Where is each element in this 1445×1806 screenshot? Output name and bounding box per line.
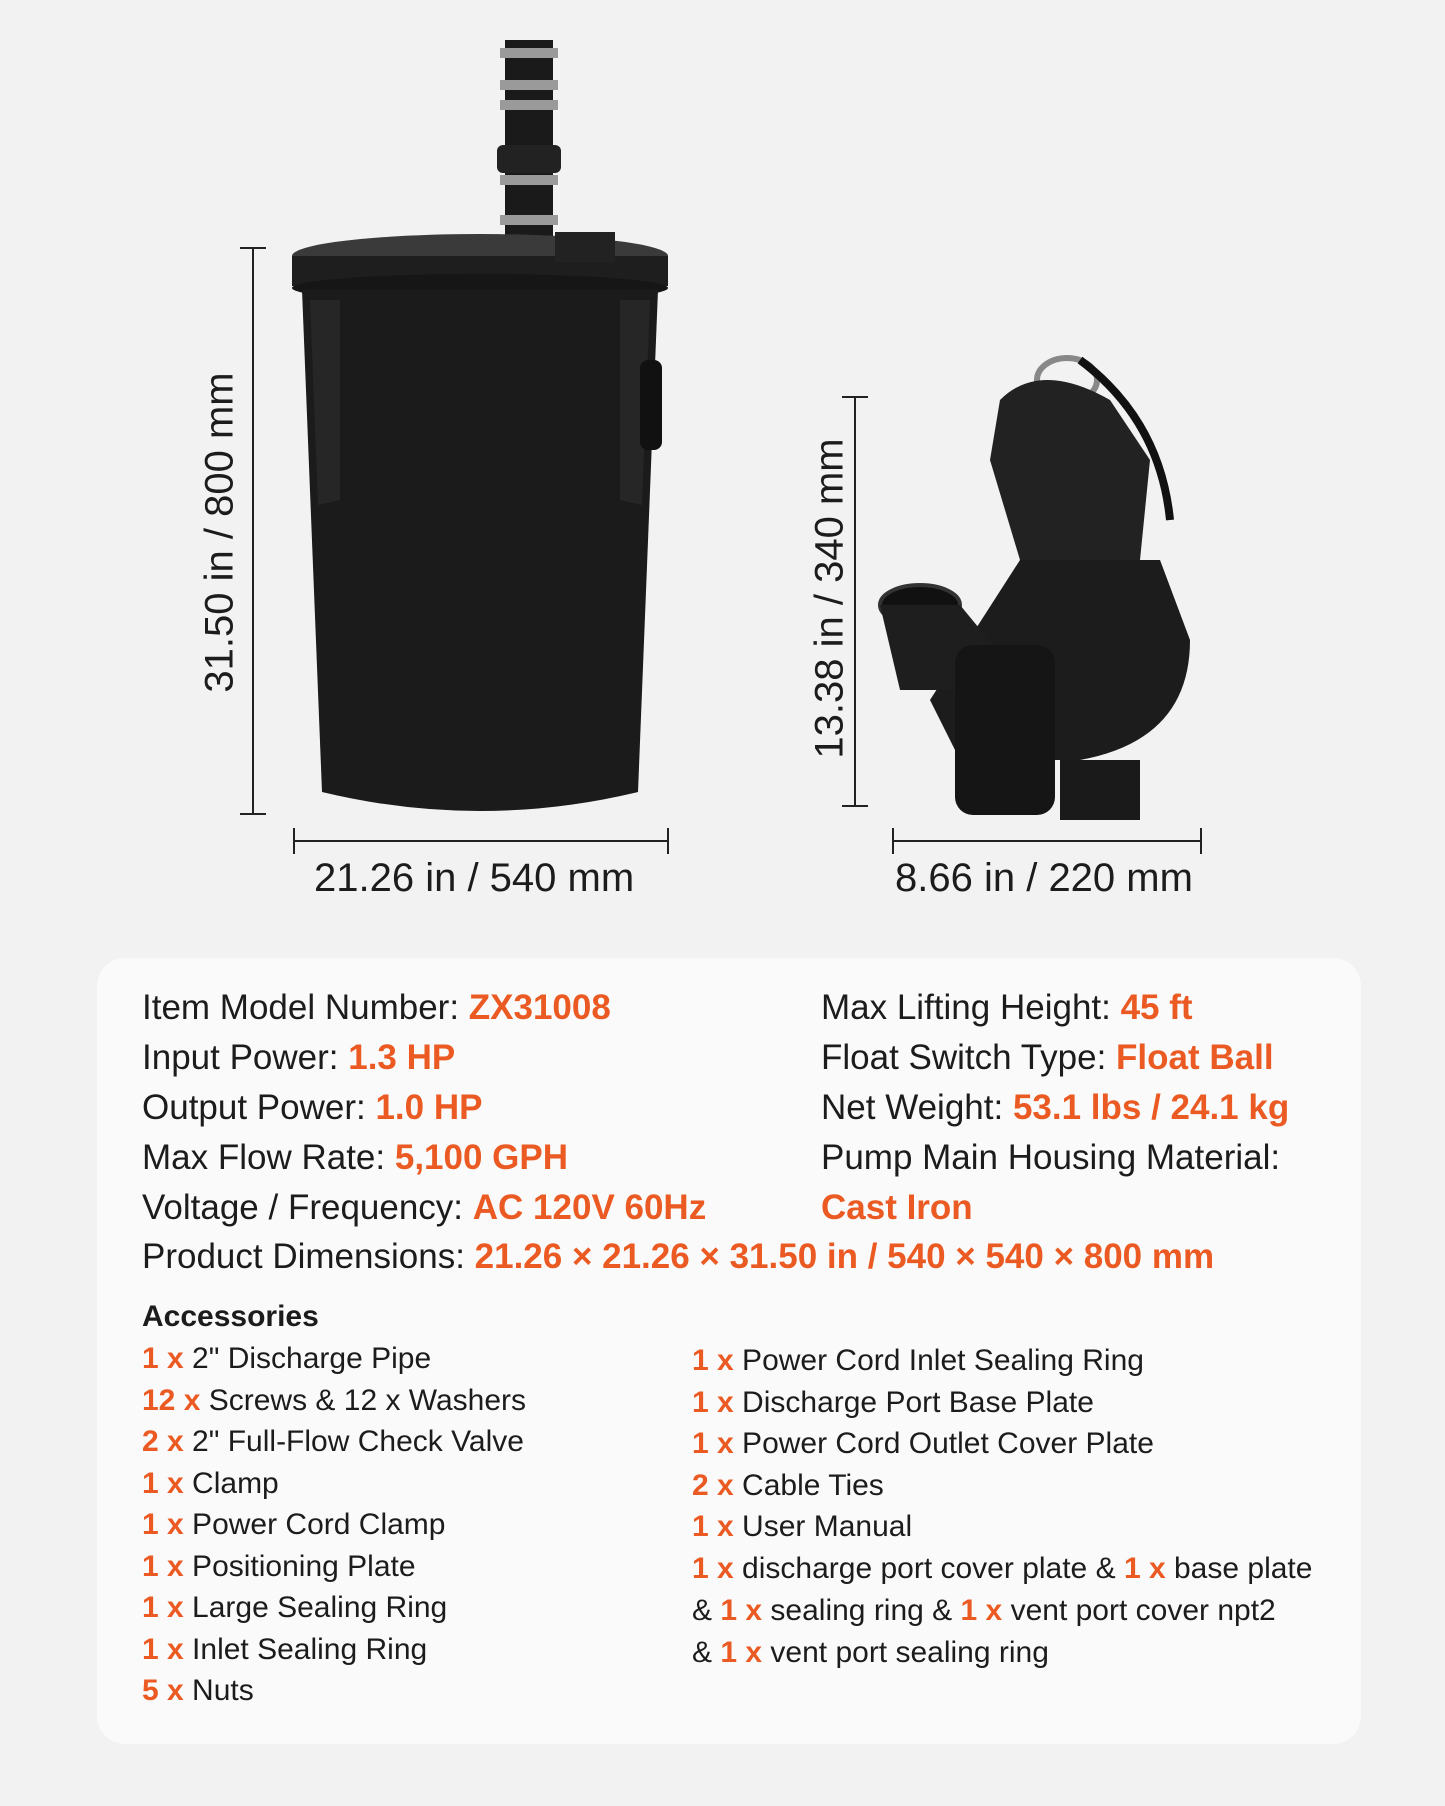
accessory-item: 1 x Power Cord Inlet Sealing Ring bbox=[692, 1344, 1144, 1377]
spec-flow-rate: Max Flow Rate: 5,100 GPH bbox=[142, 1138, 569, 1177]
accessory-item: 5 x Nuts bbox=[142, 1674, 254, 1707]
spec-dimensions: Product Dimensions: 21.26 × 21.26 × 31.50 in / 540 × 540 × 800 mm bbox=[142, 1237, 1215, 1276]
accessory-item: 1 x Discharge Port Base Plate bbox=[692, 1385, 1094, 1419]
accessory-item: 12 x Screws & 12 x Washers bbox=[142, 1383, 527, 1417]
spec-housing-value: Cast Iron bbox=[821, 1188, 973, 1227]
spec-lifting-height: Max Lifting Height: 45 ft bbox=[821, 988, 1193, 1027]
spec-output-power: Output Power: 1.0 HP bbox=[142, 1088, 483, 1127]
sump-width-label: 21.26 in / 540 mm bbox=[314, 856, 635, 900]
accessory-item: & 1 x sealing ring & 1 x vent port cover npt2 bbox=[692, 1594, 1276, 1627]
accessory-item: 1 x User Manual bbox=[692, 1510, 913, 1543]
sump-height-label: 31.50 in / 800 mm bbox=[197, 372, 242, 693]
accessory-item: 2 x 2" Full-Flow Check Valve bbox=[142, 1425, 524, 1458]
accessory-item: & 1 x vent port sealing ring bbox=[692, 1636, 1049, 1669]
spec-housing-label: Pump Main Housing Material: bbox=[821, 1138, 1281, 1177]
accessory-item: 1 x Positioning Plate bbox=[142, 1549, 416, 1583]
accessory-item: 1 x Power Cord Clamp bbox=[142, 1508, 446, 1541]
spec-model: Item Model Number: ZX31008 bbox=[142, 988, 611, 1027]
accessory-item: 1 x discharge port cover plate & 1 x base plate bbox=[692, 1552, 1313, 1585]
accessory-item: 1 x Large Sealing Ring bbox=[142, 1591, 448, 1624]
accessory-item: 1 x Clamp bbox=[142, 1466, 279, 1500]
pump-width-label: 8.66 in / 220 mm bbox=[895, 856, 1193, 900]
accessory-item: 1 x Power Cord Outlet Cover Plate bbox=[692, 1427, 1154, 1460]
spec-input-power: Input Power: 1.3 HP bbox=[142, 1038, 456, 1077]
spec-voltage: Voltage / Frequency: AC 120V 60Hz bbox=[142, 1188, 707, 1227]
accessory-item: 1 x Inlet Sealing Ring bbox=[142, 1632, 428, 1666]
spec-net-weight: Net Weight: 53.1 lbs / 24.1 kg bbox=[821, 1088, 1290, 1127]
accessory-item: 2 x Cable Ties bbox=[692, 1468, 884, 1502]
pump-height-label: 13.38 in / 340 mm bbox=[807, 438, 852, 759]
sewage-pump-image bbox=[880, 358, 1190, 820]
spec-float-switch: Float Switch Type: Float Ball bbox=[821, 1038, 1274, 1077]
sump-basin-image bbox=[292, 40, 668, 811]
accessories-title: Accessories bbox=[142, 1300, 319, 1333]
accessory-item: 1 x 2" Discharge Pipe bbox=[142, 1342, 432, 1375]
